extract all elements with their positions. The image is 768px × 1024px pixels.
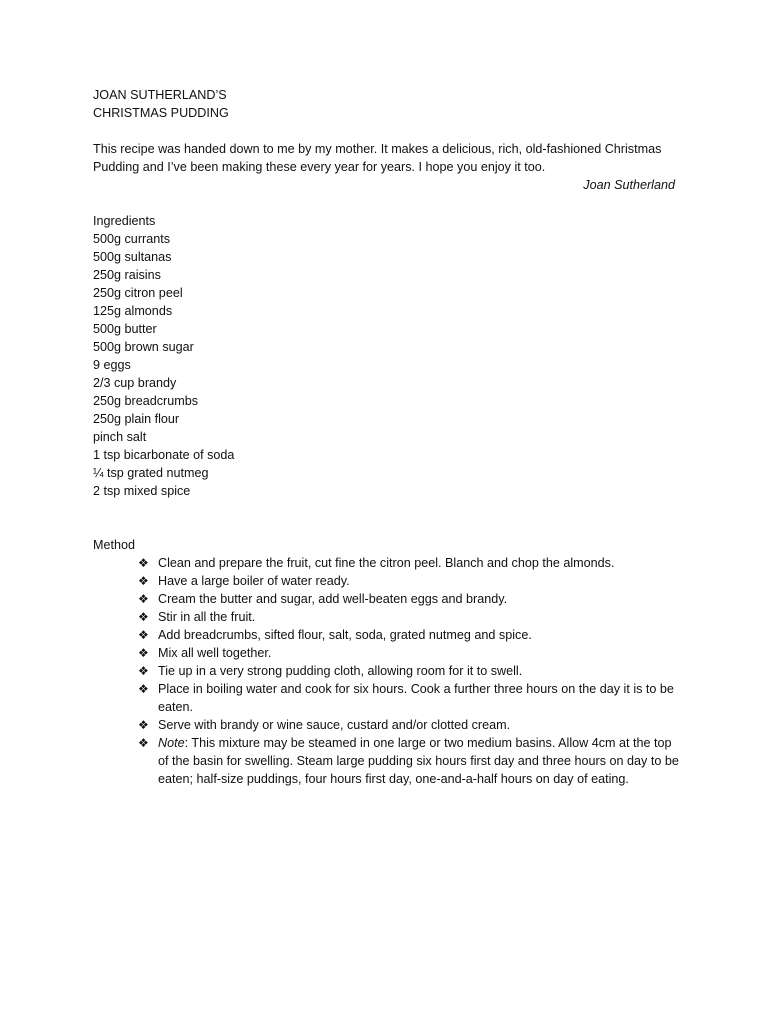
ingredient-item: 500g currants — [93, 232, 171, 246]
intro-text: This recipe was handed down to me by my mother. It makes a delicious, rich, old-fashioned Christmas Pudding and I’ve been making these every year for years. I hope you enjoy it too. — [93, 142, 662, 174]
method-steps — [93, 554, 683, 788]
intro-section — [93, 140, 683, 194]
method-step — [93, 644, 683, 662]
step-text: Tie up in a very strong pudding cloth, allowing room for it to swell. — [158, 664, 523, 678]
diamond-bullet-icon: ❖ — [138, 574, 149, 588]
ingredient-item: 2/3 cup brandy — [93, 376, 177, 390]
method-step — [93, 608, 683, 626]
diamond-bullet-icon: ❖ — [138, 610, 149, 624]
ingredient-item: 500g sultanas — [93, 250, 172, 264]
method-section — [93, 536, 683, 788]
diamond-bullet-icon: ❖ — [138, 736, 149, 750]
step-text: Serve with brandy or wine sauce, custard and/or clotted cream. — [158, 718, 511, 732]
step-text: Clean and prepare the fruit, cut fine the citron peel. Blanch and chop the almonds. — [158, 556, 615, 570]
signature: Joan Sutherland — [583, 178, 675, 192]
ingredients-heading: Ingredients — [93, 214, 156, 228]
ingredient-item: 500g butter — [93, 322, 157, 336]
method-step — [93, 626, 683, 644]
step-text: Cream the butter and sugar, add well-beaten eggs and brandy. — [158, 592, 508, 606]
ingredient-item: 250g raisins — [93, 268, 161, 282]
ingredient-item: 2 tsp mixed spice — [93, 484, 191, 498]
note-label: Note — [158, 736, 185, 750]
diamond-bullet-icon: ❖ — [138, 718, 149, 732]
diamond-bullet-icon: ❖ — [138, 628, 149, 642]
step-text: Place in boiling water and cook for six hours. Cook a further three hours on the day it is to be eaten. — [158, 682, 674, 714]
diamond-bullet-icon: ❖ — [138, 592, 149, 606]
ingredient-item: 250g breadcrumbs — [93, 394, 199, 408]
method-step — [93, 590, 683, 608]
note-text: : This mixture may be steamed in one large or two medium basins. Allow 4cm at the top of the basin for swelling. Steam large pudding six hours first day and three hours on day to be eaten; half-size puddings, four hours first day, one-and-a-half hours on day of eating. — [158, 736, 679, 786]
diamond-bullet-icon: ❖ — [138, 556, 149, 570]
ingredient-item: 500g brown sugar — [93, 340, 194, 354]
method-step — [93, 554, 683, 572]
step-text: Add breadcrumbs, sifted flour, salt, soda, grated nutmeg and spice. — [158, 628, 532, 642]
ingredients-section — [93, 212, 234, 500]
ingredient-item: 9 eggs — [93, 358, 131, 372]
diamond-bullet-icon: ❖ — [138, 646, 149, 660]
ingredient-item: ¼ tsp grated nutmeg — [93, 466, 209, 480]
ingredient-item: 1 tsp bicarbonate of soda — [93, 448, 235, 462]
ingredients-list — [93, 230, 234, 500]
step-text: Stir in all the fruit. — [158, 610, 256, 624]
diamond-bullet-icon: ❖ — [138, 664, 149, 678]
ingredient-item: 250g plain flour — [93, 412, 180, 426]
title-line-1: JOAN SUTHERLAND’S — [93, 88, 227, 102]
method-step — [93, 662, 683, 680]
title-line-2: CHRISTMAS PUDDING — [93, 106, 229, 120]
ingredient-item: 125g almonds — [93, 304, 173, 318]
method-step — [93, 716, 683, 734]
step-text: Mix all well together. — [158, 646, 272, 660]
method-heading: Method — [93, 538, 136, 552]
note-text-wrapper — [158, 734, 683, 788]
recipe-title — [93, 86, 229, 122]
method-note — [93, 734, 683, 788]
ingredient-item: pinch salt — [93, 430, 147, 444]
method-step — [93, 680, 683, 716]
diamond-bullet-icon: ❖ — [138, 682, 149, 696]
ingredient-item: 250g citron peel — [93, 286, 183, 300]
method-step — [93, 572, 683, 590]
step-text: Have a large boiler of water ready. — [158, 574, 350, 588]
